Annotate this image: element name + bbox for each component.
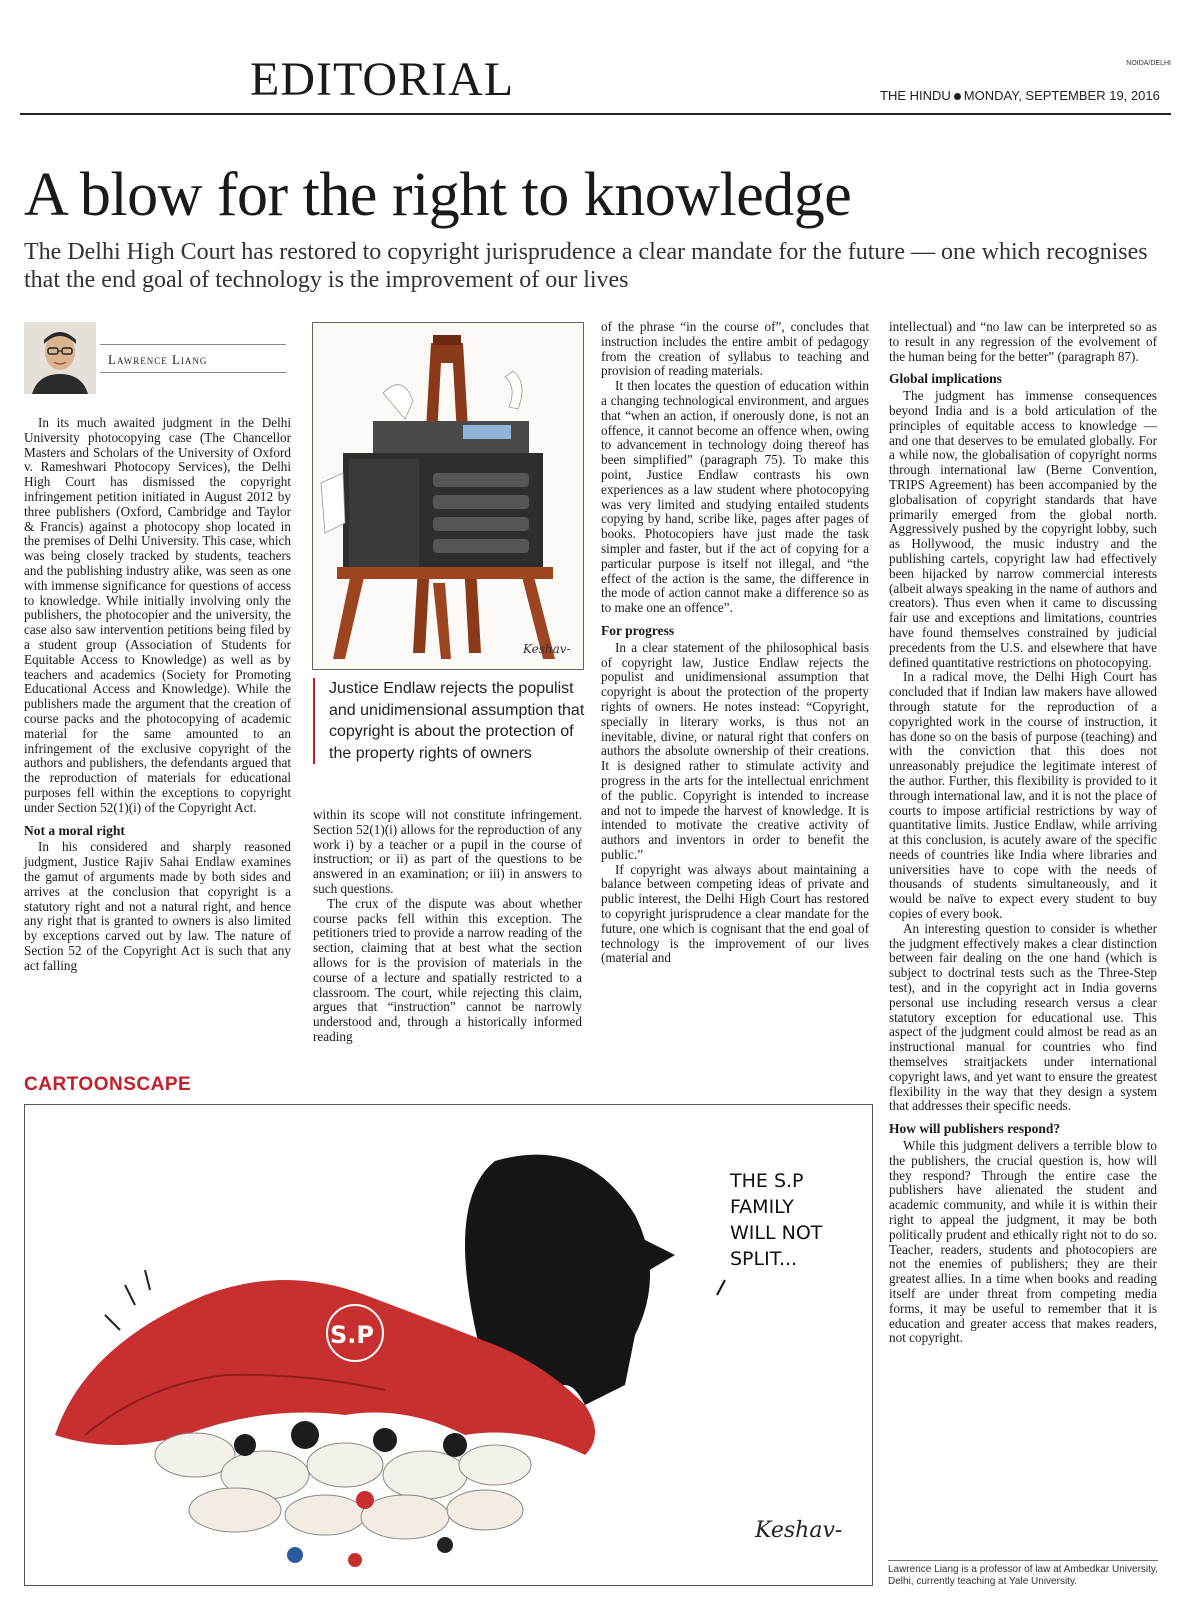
paragraph: While this judgment delivers a terrible blow to the publishers, the crucial question is, how will they respond? Through the entire case the publishers have alienated the student and academic community, and while it is within their right to appeal the judgment, it may be both politically prudent and ethically right not to do so. Teacher, readers, students and photocopiers are not the enemies of publishers; they are their greatest allies. In a time when books and reading itself are under threat from competing media forms, it may be useful to remember that it is education and greater access that makes readers, not copyright. — [889, 1138, 1157, 1346]
paragraph: The crux of the dispute was about whether course packs fell within this exception. The petitioners tried to provide a narrow reading of the section, claiming that at best what the section allows for is the provision of materials in the course of a lecture and spatially restricted to a classroom. The court, while rejecting this claim, argues that “instruction” cannot be narrowly understood and, through a historically informed reading — [313, 895, 582, 1044]
speech-text: THE S.P — [730, 1170, 804, 1192]
paragraph: In its much awaited judgment in the Delhi University photocopying case (The Chancellor Masters and Scholars of the University of Oxford v. Rameshwari Photocopy Services), the Delhi High Court has dismissed the copyright infringement petition initiated in August 2012 by three publishers (Oxford, Cambridge and Taylor & Francis) against a photocopy shop located in the premises of Delhi University. This case, which was being closely tracked by students, teachers and the publishing industry alike, was seen as one with immense significance for questions of access to knowledge. While initially involving only the publishers, the photocopier and the university, the case also saw intervention petitions being filed by a student group (Association of Students for Equitable Access to Knowledge) as well as by teachers and academics (Society for Promoting Educational Access and Knowledge). While the publishers made the argument that the creation of course packs and the photocopying of academic material for the same amounted to an infringement of the exclusive copyright of the authors and publishers, the defendants argued that the reproduction of materials for educational purposes fell within the exceptions to copyright under Section 52(1)(i) of the Copyright Act. — [24, 415, 291, 815]
byline: Lawrence Liang — [108, 352, 208, 367]
masthead-rule — [20, 113, 1171, 115]
subheading: Not a moral right — [24, 822, 125, 838]
publication-date: MONDAY, SEPTEMBER 19, 2016 — [963, 88, 1160, 103]
section-title: EDITORIAL — [250, 53, 515, 106]
paragraph: of the phrase “in the course of”, concludes that instruction includes the entire ambit of pedagogy from the creation of syllabus to teaching and provision of reading materials. — [601, 319, 869, 379]
political-cartoon — [24, 1104, 873, 1586]
subheading: How will publishers respond? — [889, 1121, 1061, 1137]
bullet-icon — [954, 93, 961, 100]
standfirst: The Delhi High Court has restored to copyright jurisprudence a clear mandate for the future — one which recognises that the end goal of technology is the improvement of our lives — [24, 239, 1148, 293]
paragraph: within its scope will not constitute infringement. Section 52(1)(i) allows for the reproduction of any work i) by a teacher or a pupil in the course of instruction; or ii) as part of the questions to be answered in an examination; or iii) in answers to such questions. — [313, 807, 582, 896]
author-note: Lawrence Liang is a professor of law at Ambedkar University, Delhi, currently teaching at Yale University. — [888, 1560, 1158, 1588]
speech-text: WILL NOT — [730, 1222, 823, 1244]
cartoonscape-label: CARTOONSCAPE — [24, 1074, 192, 1095]
author-photo — [24, 322, 96, 394]
article-column-2 — [313, 808, 582, 1045]
edition-tag: NOIDA/DELHI — [1126, 60, 1171, 67]
blanket-label: S.P — [330, 1321, 374, 1349]
pull-quote: Justice Endlaw rejects the populist and unidimensional assumption that copyright is about the protection of the property rights of owners — [313, 678, 599, 764]
paragraph: In his considered and sharply reasoned judgment, Justice Rajiv Sahai Endlaw examines the gamut of arguments made by both sides and arrives at the conclusion that copyright is a statutory right and not a natural right, and hence any right that is granted to owners is also limited by exceptions carved out by law. The nature of Section 52 of the Copyright Act is such that any act falling — [24, 839, 291, 973]
publication-name: THE HINDU — [880, 88, 951, 103]
masthead-line — [880, 88, 1160, 103]
paragraph: It then locates the question of education within a changing technological environment, and argues that “when an action, if onerously done, is not an offence, it cannot become an offence when, owing to advancement in technology doing thereof has been simplified” (paragraph 75). To make this point, Justice Endlaw contrasts his own experiences as a law student where photocopying was very limited and studying entailed students copying by hand, scribe like, pages after pages of books. Photocopiers have just made the task simpler and faster, but if the act of copying for a particular purpose is itself not illegal, and “the effect of the action is the same, the difference in the mode of action cannot make a difference so as to make one an offence”. — [601, 378, 869, 616]
speech-text: FAMILY — [730, 1196, 794, 1218]
subheading: Global implications — [889, 371, 1002, 387]
speech-text: SPLIT... — [730, 1248, 798, 1270]
illustration-signature: Keshav- — [523, 642, 571, 656]
paragraph: If copyright was always about maintaining a balance between competing ideas of private and public interest, the Delhi High Court has restored to copyright jurisprudence a clear mandate for the future, one which is cognisant that the end goal of technology is the improvement of our lives (material and — [601, 861, 869, 966]
photocopier-illustration — [312, 322, 584, 670]
paragraph: In a radical move, the Delhi High Court has concluded that if Indian law makers have allowed through statute for the reproduction of a copyrighted work in the course of instruction, it has done so on the basis of purpose (teaching) and with the conviction that this does not unreasonably prejudice the legitimate interest of the author. Further, this flexibility is provided to it through international law, and it is not the place of courts to impose artificial restrictions by way of quantitative limits. Justice Endlaw, while arriving at this conclusion, is acutely aware of the specific needs of countries like India where libraries and universities have to cope with the needs of thousands of students simultaneously, and it would be naïve to expect every student to buy copies of every book. — [889, 669, 1157, 922]
headline: A blow for the right to knowledge — [24, 161, 852, 229]
article-column-1 — [24, 416, 291, 973]
article-column-4 — [889, 320, 1157, 1346]
subheading: For progress — [601, 622, 675, 638]
byline-rule — [100, 372, 286, 373]
paragraph: The judgment has immense consequences beyond India and is a bold articulation of the principles of equitable access to knowledge — and one that deserves to be emulated globally. For a while now, the globalisation of copyright norms through international law (Berne Convention, TRIPS Agreement) has been accompanied by the globalisation of copyright standards that have primarily emerged from the global north. Aggressively pushed by the copyright lobby, such as Hollywood, the music industry and the publishing cartels, copyright law had effectively been hijacked by narrow commercial interests (albeit always speaking in the name of authors and creators). Thus even when it came to discussing fair use and exceptions and limitations, countries have found themselves constrained by judicial precedents from the U.S. and elsewhere that have defined quantitative restrictions on photocopying. — [889, 388, 1157, 670]
paragraph: In a clear statement of the philosophical basis of copyright law, Justice Endlaw rejects the populist and unidimensional assumption that copyright is about the protection of the property rights of owners. He notes instead: “Copyright, specially in literary works, is thus not an inevitable, divine, or natural right that confers on authors the absolute ownership of their creations. It is designed rather to stimulate activity and progress in the arts for the intellectual enrichment of the public. Copyright is intended to increase and not to impede the harvest of knowledge. It is intended to motivate the creative activity of authors and inventors in order to benefit the public.” — [601, 639, 869, 862]
paragraph: intellectual) and “no law can be interpreted so as to result in any regression of the evolvement of the human being for the better” (paragraph 87). — [889, 319, 1157, 364]
cartoonist-signature: Keshav- — [755, 1518, 843, 1543]
byline-rule — [100, 344, 286, 345]
article-column-3 — [601, 320, 869, 966]
paragraph: An interesting question to consider is whether the judgment effectively makes a clear distinction between fair dealing on the one hand (which is subject to doctrinal tests such as the Three-Step test), and in the copyright act in India governs personal use including research versus a clear statutory exception for educational use. This aspect of the judgment could almost be read as an instructional manual for countries who find themselves straitjackets under international copyright laws, and yet want to ensure the greatest flexibility in the way that they design a system that addresses their specific needs. — [889, 920, 1157, 1114]
